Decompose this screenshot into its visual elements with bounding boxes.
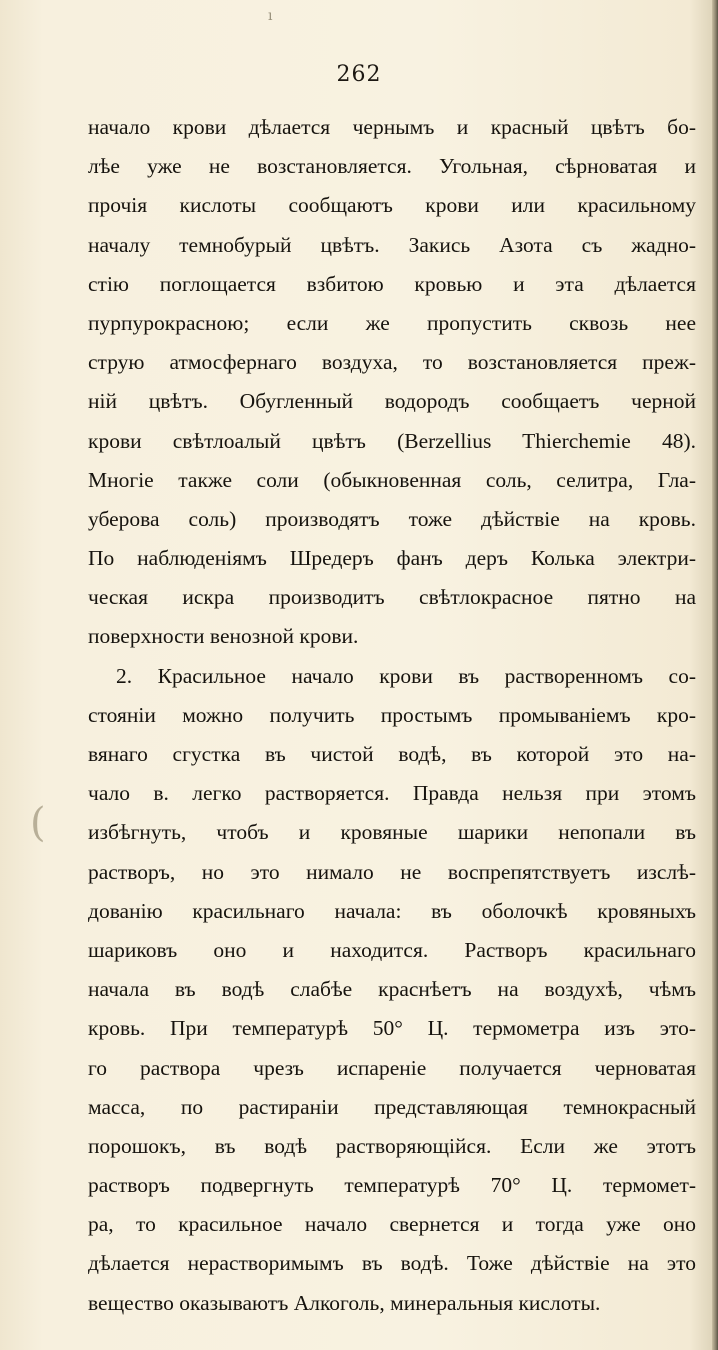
text-line: началу темнобурый цвѣтъ. Закись Азота съ жадно- bbox=[88, 232, 696, 257]
text-line: струю атмосфернаго воздуха, то возстановляется преж- bbox=[88, 350, 696, 375]
text-line: лѣе уже не возстановляется. Угольная, сѣрноватая и bbox=[88, 154, 696, 179]
page-edge-shadow bbox=[712, 0, 718, 1350]
text-line: начало крови дѣлается чернымъ и красный цвѣтъ бо- bbox=[88, 115, 696, 139]
text-line: дованію красильнаго начала: въ оболочкѣ кровяныхъ bbox=[88, 898, 696, 923]
page-number: 262 bbox=[336, 62, 382, 87]
text-line: го раствора чрезъ испареніе получается черноватая bbox=[88, 1055, 696, 1080]
text-line: стію поглощается взбитою кровью и эта дѣлается bbox=[88, 271, 696, 296]
paragraph-2 bbox=[88, 657, 696, 1323]
text-line: растворъ, но это нимало не воспрепятствуетъ изслѣ- bbox=[88, 859, 696, 884]
text-line: ческая искра производитъ свѣтлокрасное пятно на bbox=[88, 585, 696, 610]
text-line: вянаго сгустка въ чистой водѣ, въ которой это на- bbox=[88, 742, 696, 766]
text-line: начала въ водѣ слабѣе краснѣетъ на воздухѣ, чѣмъ bbox=[88, 977, 696, 1002]
text-line: прочія кислоты сообщаютъ крови или красильному bbox=[88, 193, 696, 218]
text-line: порошокъ, въ водѣ растворяющійся. Если же этотъ bbox=[88, 1133, 696, 1158]
text-line: ра, то красильное начало свернется и тогда уже оно bbox=[88, 1212, 696, 1237]
text-line: поверхности венозной крови. bbox=[88, 624, 359, 649]
text-line: растворъ подвергнуть температурѣ 70° Ц. термомет- bbox=[88, 1173, 696, 1198]
text-line: ній цвѣтъ. Обугленный водородъ сообщаетъ черной bbox=[88, 389, 696, 414]
paragraph-1 bbox=[88, 108, 696, 657]
text-line: крови свѣтлоалый цвѣтъ (Berzellius Thierchemie 48). bbox=[88, 428, 696, 453]
text-line: Многіе также соли (обыкновенная соль, селитра, Гла- bbox=[88, 467, 696, 492]
margin-pencil-mark: ( bbox=[30, 800, 46, 846]
text-line: стояніи можно получить простымъ промываніемъ кро- bbox=[88, 702, 696, 727]
text-line: избѣгнуть, чтобъ и кровяные шарики непопали въ bbox=[88, 820, 696, 845]
text-line: чало в. легко растворяется. Правда нельзя при этомъ bbox=[88, 781, 696, 806]
text-line: шариковъ оно и находится. Растворъ красильнаго bbox=[88, 937, 696, 962]
text-line: пурпурокрасною; если же пропустить сквозь нее bbox=[88, 310, 696, 335]
margin-speck: ı bbox=[268, 8, 273, 24]
text-line: уберова соль) производятъ тоже дѣйствіе на кровь. bbox=[88, 506, 696, 531]
text-line: По наблюденіямъ Шредеръ фанъ деръ Колька электри- bbox=[88, 546, 696, 571]
page-body bbox=[88, 108, 696, 1323]
text-line: масса, по растираніи представляющая темнокрасный bbox=[88, 1094, 696, 1119]
text-line: 2. Красильное начало крови въ растворенномъ со- bbox=[116, 663, 696, 688]
text-line: дѣлается нерастворимымъ въ водѣ. Тоже дѣйствіе на это bbox=[88, 1251, 696, 1276]
text-line: кровь. При температурѣ 50° Ц. термометра изъ это- bbox=[88, 1016, 696, 1041]
text-line: вещество оказываютъ Алкоголь, минеральныя кислоты. bbox=[88, 1290, 601, 1315]
